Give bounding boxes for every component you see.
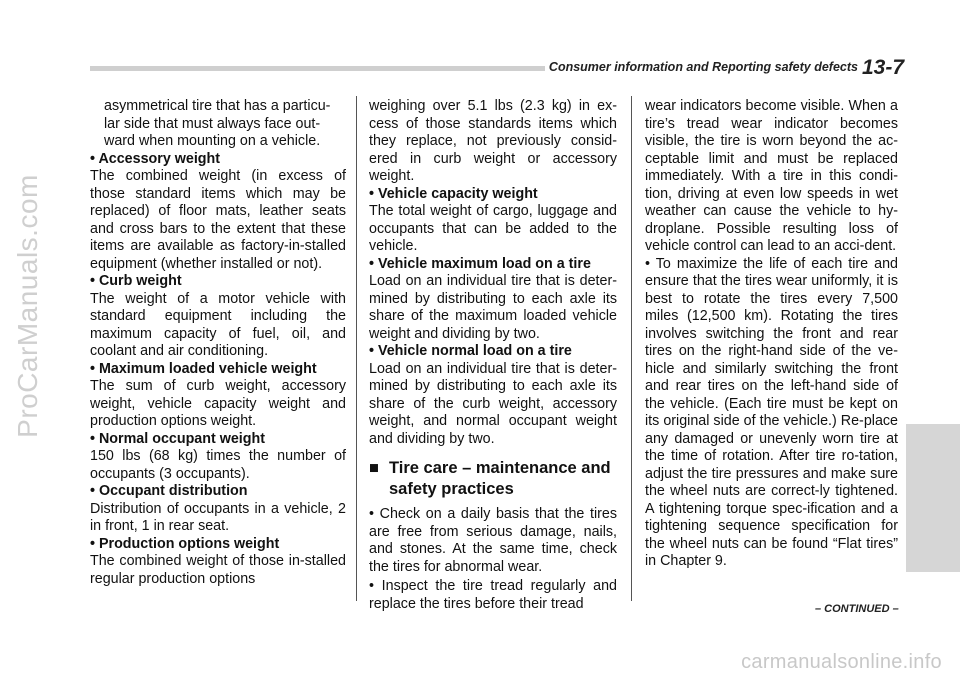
paragraph: wear indicators become visible. When a tire’s tread wear indicator becomes visible, the tire is worn beyond the ac-ceptable limit and must be replaced immediately. With a tire in this condi-tion, driving at even low speeds in wet weather can cause the vehicle to hy-droplane. Possible resulting loss of vehicle control can lead to an acci-dent. — [645, 98, 898, 254]
term-heading: • Vehicle normal load on a tire — [369, 343, 572, 359]
continued-marker: – CONTINUED – — [815, 603, 899, 615]
page-number: 13-7 — [862, 56, 905, 79]
term-definition: The combined weight (in excess of those standard items which may be replaced) of floor mats, leather seats and cross bars to the extent that these items are available as factory-in-stalled equipment (whether installed or not). — [90, 168, 346, 272]
section-heading — [369, 458, 617, 500]
column-divider — [356, 96, 357, 601]
intro-line: ward when mounting on a vehicle. — [104, 133, 321, 149]
column-2 — [369, 98, 617, 613]
intro-line: lar side that must always face out- — [104, 115, 321, 132]
term-definition: The combined weight of those in-stalled regular production options — [90, 553, 346, 587]
side-watermark: ProCarManuals.com — [12, 174, 43, 438]
term-heading: • Production options weight — [90, 535, 280, 552]
bullet-paragraph: • Check on a daily basis that the tires are free from serious damage, nails, and stones. At the same time, check the tires for abnormal wear. — [369, 506, 617, 575]
column-divider — [631, 96, 632, 601]
term-definition: 150 lbs (68 kg) times the number of occupants (3 occupants). — [90, 448, 346, 482]
term-heading: • Normal occupant weight — [90, 430, 265, 447]
bullet-paragraph: • Inspect the tire tread regularly and replace the tires before their tread — [369, 578, 617, 612]
section-square-icon: ■ — [369, 459, 379, 477]
term-heading: • Accessory weight — [90, 150, 221, 167]
term-heading: • Maximum loaded vehicle weight — [90, 360, 317, 377]
term-heading: • Curb weight — [90, 273, 182, 289]
term-definition: Distribution of occupants in a vehicle, 2 in front, 1 in rear seat. — [90, 500, 346, 534]
section-title: Tire care – maintenance and safety practices — [389, 459, 611, 498]
term-definition: Load on an individual tire that is deter-mined by distributing to each axle its share of the curb weight, accessory weight, and normal occupant weight and dividing by two. — [369, 360, 617, 447]
column-3 — [645, 98, 898, 571]
intro-block — [90, 98, 346, 151]
term-heading: • Vehicle maximum load on a tire — [369, 255, 591, 272]
running-header: Consumer information and Reporting safety defects — [545, 60, 858, 74]
term-heading: • Vehicle capacity weight — [369, 185, 538, 202]
column-1 — [90, 98, 346, 588]
chapter-edge-tab — [906, 424, 960, 572]
term-definition: Load on an individual tire that is deter-mined by distributing to each axle its share of the maximum loaded vehicle weight and dividing by two. — [369, 273, 617, 342]
bottom-watermark: carmanualsonline.info — [741, 651, 942, 673]
term-definition: The sum of curb weight, accessory weight, vehicle capacity weight and production options weight. — [90, 378, 346, 429]
bullet-paragraph: • To maximize the life of each tire and ensure that the tires wear uniformly, it is best to rotate the tires every 7,500 miles (12,500 km). Rotating the tires involves switching the front and rear tires on the right-hand side of the ve-hicle and similarly switching the front and rear tires on the left-hand side of the vehicle. (Each tire must be kept on its original side of the vehicle.) Re-place any damaged or unevenly worn tire at the time of rotation. After tire ro-tation, adjust the tire pressures and make sure the wheel nuts are correct-ly tightened. A tightening torque spec-ification and a tightening sequence specification for the wheel nuts can be found “Flat tires” in Chapter 9. — [645, 255, 898, 569]
term-heading: • Occupant distribution — [90, 483, 248, 499]
term-definition: The total weight of cargo, luggage and occupants that can be added to the vehicle. — [369, 203, 617, 254]
term-definition: The weight of a motor vehicle with standard equipment including the maximum capacity of fuel, oil, and coolant and air conditioning. — [90, 290, 346, 359]
continued-paragraph: weighing over 5.1 lbs (2.3 kg) in ex-cess of those standards items which they replace, not previously consid-ered in curb weight or accessory weight. — [369, 98, 617, 184]
intro-line: asymmetrical tire that has a particu- — [104, 98, 331, 114]
